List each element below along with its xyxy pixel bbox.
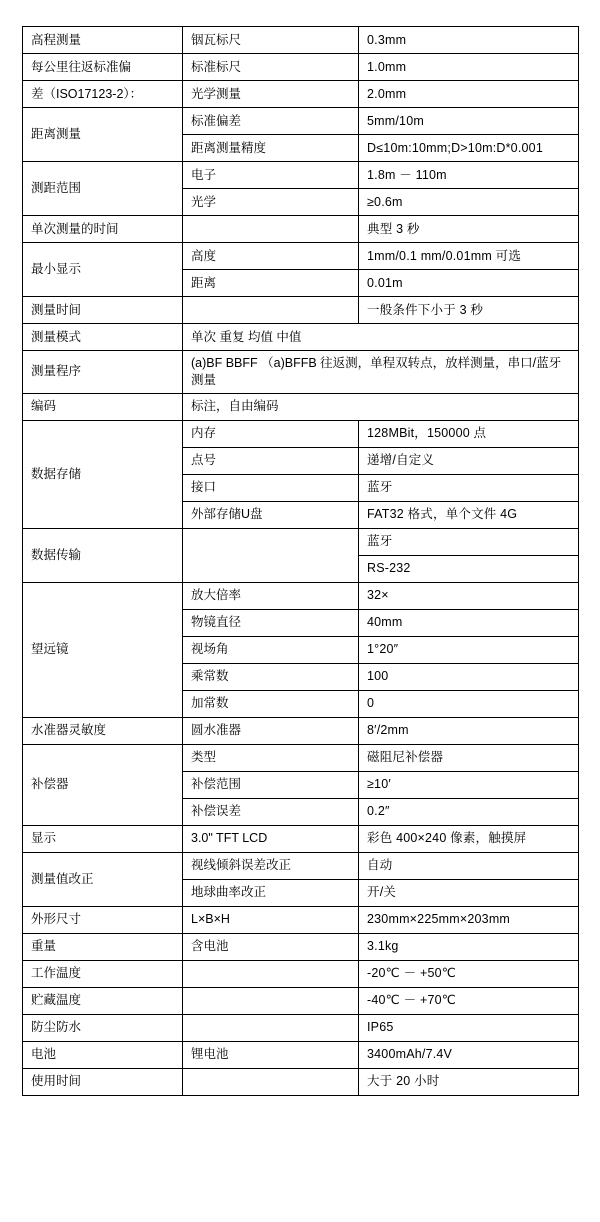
spec-value-cell: 0 [359, 690, 579, 717]
table-row [23, 162, 579, 189]
spec-item-cell: 乘常数 [183, 663, 359, 690]
spec-value-cell: 递增/自定义 [359, 447, 579, 474]
table-row [23, 906, 579, 933]
spec-item-cell: 视线倾斜误差改正 [183, 852, 359, 879]
spec-item-cell: 标注，自由编码 [183, 393, 579, 420]
spec-category-cell: 测量时间 [23, 297, 183, 324]
table-row [23, 216, 579, 243]
spec-item-cell: 物镜直径 [183, 609, 359, 636]
spec-value-cell: -20℃ － +50℃ [359, 960, 579, 987]
spec-category-cell: 工作温度 [23, 960, 183, 987]
table-row [23, 987, 579, 1014]
table-row [23, 528, 579, 555]
table-row [23, 717, 579, 744]
spec-item-cell: 加常数 [183, 690, 359, 717]
spec-category-cell: 重量 [23, 933, 183, 960]
spec-item-cell: 视场角 [183, 636, 359, 663]
table-row [23, 27, 579, 54]
spec-item-cell: 光学 [183, 189, 359, 216]
table-row [23, 243, 579, 270]
spec-item-cell: 补偿范围 [183, 771, 359, 798]
spec-item-cell: 外部存储U盘 [183, 501, 359, 528]
spec-category-cell: 每公里往返标准偏 [23, 54, 183, 81]
spec-value-cell: 大于 20 小时 [359, 1068, 579, 1095]
spec-value-cell: 8′/2mm [359, 717, 579, 744]
spec-value-cell: 自动 [359, 852, 579, 879]
spec-value-cell: 彩色 400×240 像素，触摸屏 [359, 825, 579, 852]
table-row [23, 852, 579, 879]
spec-category-cell: 防尘防水 [23, 1014, 183, 1041]
spec-value-cell: 磁阻尼补偿器 [359, 744, 579, 771]
specification-table [22, 26, 579, 1096]
spec-value-cell: 230mm×225mm×203mm [359, 906, 579, 933]
spec-category-cell: 显示 [23, 825, 183, 852]
spec-item-cell: 地球曲率改正 [183, 879, 359, 906]
spec-value-cell: FAT32 格式，单个文件 4G [359, 501, 579, 528]
spec-value-cell: 5mm/10m [359, 108, 579, 135]
spec-item-cell [183, 528, 359, 582]
table-row [23, 1014, 579, 1041]
spec-item-cell: 含电池 [183, 933, 359, 960]
spec-item-cell: 内存 [183, 420, 359, 447]
spec-category-cell: 使用时间 [23, 1068, 183, 1095]
specification-table-body [23, 27, 579, 1096]
spec-category-cell: 电池 [23, 1041, 183, 1068]
spec-value-cell: -40℃ － +70℃ [359, 987, 579, 1014]
spec-item-cell [183, 297, 359, 324]
spec-value-cell: 3.1kg [359, 933, 579, 960]
spec-value-cell: 32× [359, 582, 579, 609]
spec-category-cell: 差（ISO17123-2）： [23, 81, 183, 108]
table-row [23, 933, 579, 960]
table-row [23, 393, 579, 420]
spec-value-cell: 一般条件下小于 3 秒 [359, 297, 579, 324]
spec-item-cell: 高度 [183, 243, 359, 270]
spec-item-cell: 补偿误差 [183, 798, 359, 825]
spec-category-cell: 测量模式 [23, 324, 183, 351]
spec-item-cell: 3.0" TFT LCD [183, 825, 359, 852]
spec-category-cell: 高程测量 [23, 27, 183, 54]
spec-value-cell: 2.0mm [359, 81, 579, 108]
table-row [23, 825, 579, 852]
table-row [23, 420, 579, 447]
spec-value-cell: ≥10′ [359, 771, 579, 798]
spec-item-cell [183, 987, 359, 1014]
spec-value-cell: 典型 3 秒 [359, 216, 579, 243]
spec-value-cell: ≥0.6m [359, 189, 579, 216]
table-row [23, 744, 579, 771]
spec-category-cell: 测量值改正 [23, 852, 183, 906]
spec-item-cell [183, 1068, 359, 1095]
spec-value-cell: 100 [359, 663, 579, 690]
spec-category-cell: 外形尺寸 [23, 906, 183, 933]
table-row [23, 1068, 579, 1095]
table-row [23, 351, 579, 394]
spec-category-cell: 数据存储 [23, 420, 183, 528]
table-row [23, 324, 579, 351]
spec-category-cell: 测量程序 [23, 351, 183, 394]
spec-category-cell: 望远镜 [23, 582, 183, 717]
spec-item-cell: 放大倍率 [183, 582, 359, 609]
table-row [23, 108, 579, 135]
spec-item-cell: 接口 [183, 474, 359, 501]
spec-item-cell: 距离 [183, 270, 359, 297]
spec-category-cell: 最小显示 [23, 243, 183, 297]
spec-value-cell: RS-232 [359, 555, 579, 582]
table-row [23, 297, 579, 324]
spec-item-cell: 光学测量 [183, 81, 359, 108]
spec-value-cell: 40mm [359, 609, 579, 636]
spec-item-cell: L×B×H [183, 906, 359, 933]
table-row [23, 81, 579, 108]
spec-item-cell [183, 216, 359, 243]
spec-category-cell: 补偿器 [23, 744, 183, 825]
spec-value-cell: 1.8m － 110m [359, 162, 579, 189]
spec-item-cell: 标准偏差 [183, 108, 359, 135]
spec-item-cell: (a)BF BBFF （a)BFFB 往返测，单程双转点，放样测量，串口/蓝牙测量 [183, 351, 579, 394]
spec-item-cell: 距离测量精度 [183, 135, 359, 162]
spec-category-cell: 测距范围 [23, 162, 183, 216]
spec-item-cell: 电子 [183, 162, 359, 189]
table-row [23, 54, 579, 81]
spec-value-cell: 蓝牙 [359, 528, 579, 555]
spec-value-cell: 0.2″ [359, 798, 579, 825]
spec-value-cell: 128MBit，150000 点 [359, 420, 579, 447]
table-row [23, 582, 579, 609]
spec-value-cell: 0.3mm [359, 27, 579, 54]
spec-value-cell: 开/关 [359, 879, 579, 906]
spec-item-cell: 标准标尺 [183, 54, 359, 81]
spec-category-cell: 贮藏温度 [23, 987, 183, 1014]
spec-category-cell: 编码 [23, 393, 183, 420]
spec-value-cell: 3400mAh/7.4V [359, 1041, 579, 1068]
spec-item-cell [183, 960, 359, 987]
spec-category-cell: 水准器灵敏度 [23, 717, 183, 744]
spec-item-cell: 铟瓦标尺 [183, 27, 359, 54]
spec-value-cell: D≤10m:10mm;D>10m:D*0.001 [359, 135, 579, 162]
spec-category-cell: 距离测量 [23, 108, 183, 162]
spec-item-cell: 类型 [183, 744, 359, 771]
table-row [23, 1041, 579, 1068]
spec-value-cell: 蓝牙 [359, 474, 579, 501]
spec-category-cell: 单次测量的时间 [23, 216, 183, 243]
spec-value-cell: 1.0mm [359, 54, 579, 81]
spec-item-cell: 锂电池 [183, 1041, 359, 1068]
spec-value-cell: 1°20″ [359, 636, 579, 663]
spec-item-cell [183, 1014, 359, 1041]
table-row [23, 960, 579, 987]
spec-item-cell: 单次 重复 均值 中值 [183, 324, 579, 351]
spec-item-cell: 点号 [183, 447, 359, 474]
spec-item-cell: 圆水准器 [183, 717, 359, 744]
spec-value-cell: IP65 [359, 1014, 579, 1041]
spec-category-cell: 数据传输 [23, 528, 183, 582]
spec-value-cell: 0.01m [359, 270, 579, 297]
spec-value-cell: 1mm/0.1 mm/0.01mm 可选 [359, 243, 579, 270]
